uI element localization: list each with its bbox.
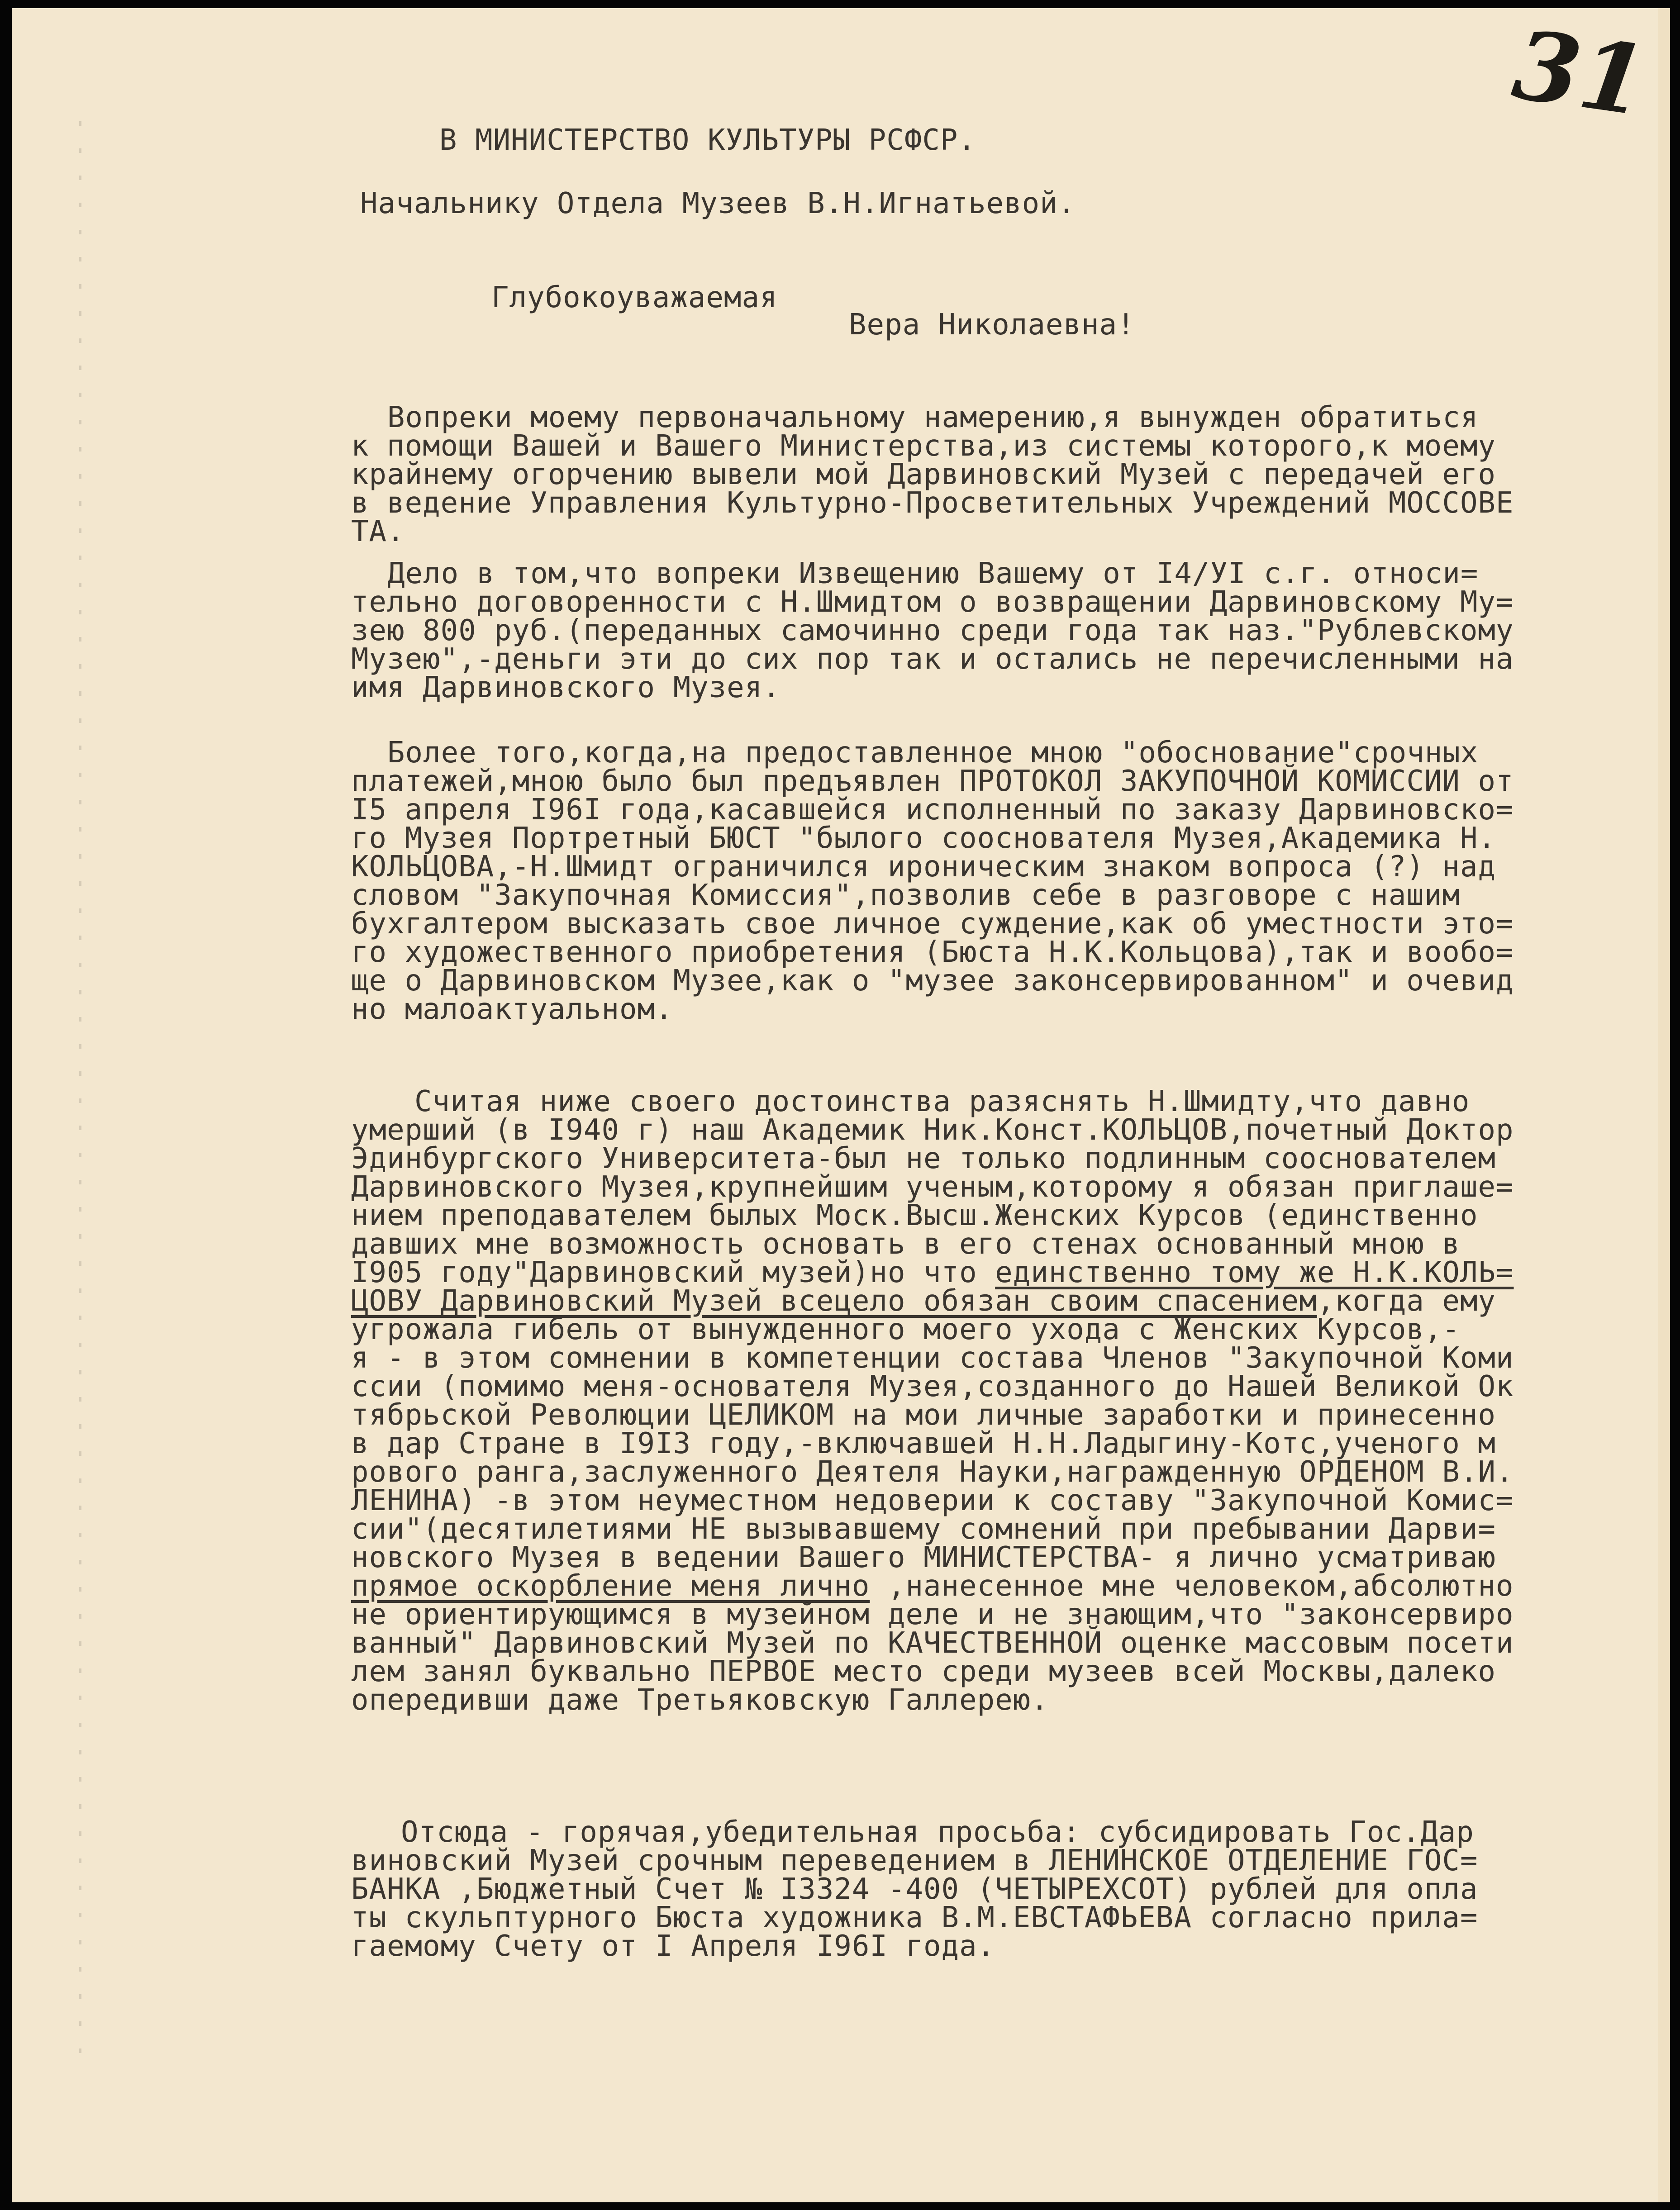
text-line: угрожала гибель от вынужденного моего ухода с Женских Курсов,-	[351, 1313, 1460, 1346]
text-line: имя Дарвиновского Музея.	[351, 671, 781, 704]
text-line: го художественного приобретения (Бюста Н.К.Кольцова),так и вообо=	[351, 936, 1514, 969]
document-sheet	[12, 8, 1670, 2202]
text-line: ссии (помимо меня-основателя Музея,созданного до Нашей Великой Ок	[351, 1370, 1514, 1403]
text-line: го Музея Портретный БЮСТ "былого сооснователя Музея,Академика Н.	[351, 822, 1496, 855]
text-line: БАНКА ,Бюджетный Счет № I3324 -400 (ЧЕТЫРЕХСОТ) рублей для опла	[351, 1873, 1478, 1906]
underlined-text: единственно тому же Н.К.КОЛЬ=	[995, 1256, 1514, 1289]
text-line: новского Музея в ведении Вашего МИНИСТЕРСТВА- я лично усматриваю	[351, 1541, 1496, 1574]
text-line: Вопреки моему первоначальному намерению,я вынужден обратиться	[387, 401, 1479, 434]
text-line: Считая ниже своего достоинства разяснять Н.Шмидту,что давно	[414, 1085, 1470, 1118]
text-line: крайнему огорчению вывели мой Дарвиновский Музей с передачей его	[351, 458, 1496, 491]
text-line: гаемому Счету от I Апреля I96I года.	[351, 1930, 995, 1963]
text-line: я - в этом сомнении в компетенции состава Членов "Закупочной Коми	[351, 1341, 1514, 1375]
text-line: платежей,мною было был предъявлен ПРОТОКОЛ ЗАКУПОЧНОЙ КОМИССИИ от	[351, 765, 1514, 798]
binding-holes	[79, 121, 81, 2067]
text-line: бухгалтером высказать свое личное суждение,как об уместности это=	[351, 907, 1514, 941]
text-line: в ведение Управления Культурно-Просветительных Учреждений МОССОВЕ	[351, 486, 1514, 520]
text-line: не ориентирующимся в музейном деле и не знающим,что "законсервиро	[351, 1598, 1514, 1631]
text-segment: ,нанесенное мне человеком,абсолютно	[870, 1569, 1514, 1603]
text-line	[351, 1569, 1514, 1603]
text-line	[351, 1284, 1496, 1318]
text-line: тябрьской Революции ЦЕЛИКОМ на мои личные заработки и принесенно	[351, 1398, 1496, 1432]
text-line: но малоактуальном.	[351, 993, 673, 1026]
text-line: Отсюда - горячая,убедительная просьба: субсидировать Гос.Дар	[401, 1816, 1474, 1849]
text-line: к помощи Вашей и Вашего Министерства,из системы которого,к моему	[351, 429, 1496, 463]
text-line: рового ранга,заслуженного Деятеля Науки,награжденную ОРДЕНОМ В.И.	[351, 1455, 1514, 1489]
text-line: ТА.	[351, 515, 405, 548]
text-line: нием преподавателем былых Моск.Высш.Женских Курсов (единственно	[351, 1199, 1478, 1232]
text-line: зею 800 руб.(переданных самочинно среди года так наз."Рублевскому	[351, 614, 1514, 647]
text-line: Музею",-деньги эти до сих пор так и остались не перечисленными на	[351, 642, 1514, 676]
text-line: Более того,когда,на предоставленное мною "обоснование"срочных	[387, 736, 1479, 770]
folio-number: 31	[1507, 8, 1654, 138]
underlined-text: ЦОВУ Дарвиновский Музей всецело обязан своим спасением	[351, 1284, 1317, 1318]
salutation-line-2: Вера Николаевна!	[849, 308, 1135, 342]
text-line: КОЛЬЦОВА,-Н.Шмидт ограничился ироническим знаком вопроса (?) над	[351, 850, 1496, 884]
text-segment: I905 году"Дарвиновский музей)но что	[351, 1256, 995, 1289]
text-line: давших мне возможность основать в его стенах основанный мною в	[351, 1227, 1460, 1261]
text-line: Дарвиновского Музея,крупнейшим ученым,которому я обязан приглаше=	[351, 1170, 1514, 1204]
addressee-ministry: В МИНИСТЕРСТВО КУЛЬТУРЫ РСФСР.	[439, 124, 976, 157]
salutation-line-1: Глубокоуважаемая	[491, 281, 778, 314]
text-line: умерший (в I940 г) наш Академик Ник.Конст.КОЛЬЦОВ,почетный Доктор	[351, 1113, 1514, 1147]
text-line: в дар Стране в I9I3 году,-включавшей Н.Н.Ладыгину-Котс,ученого м	[351, 1427, 1496, 1460]
text-line: сии"(десятилетиями НЕ вызывавшему сомнений при пребывании Дарви=	[351, 1512, 1496, 1546]
text-line: Дело в том,что вопреки Извещению Вашему от I4/УI с.г. относи=	[387, 557, 1479, 590]
text-line: словом "Закупочная Комиссия",позволив себе в разговоре с нашим	[351, 879, 1460, 912]
text-line: лем занял буквально ПЕРВОЕ место среди музеев всей Москвы,далеко	[351, 1655, 1496, 1688]
underlined-text: прямое оскорбление меня лично	[351, 1569, 870, 1603]
text-line: I5 апреля I96I года,касавшейся исполненный по заказу Дарвиновско=	[351, 793, 1514, 827]
text-line: ще о Дарвиновском Музее,как о "музее законсервированном" и очевид	[351, 964, 1514, 998]
text-segment: ,когда ему	[1317, 1284, 1496, 1318]
text-line: тельно договоренности с Н.Шмидтом о возвращении Дарвиновскому Му=	[351, 585, 1514, 619]
text-line	[351, 1258, 1514, 1287]
text-line: ванный" Дарвиновский Музей по КАЧЕСТВЕННОЙ оценке массовым посети	[351, 1626, 1514, 1660]
text-line: ты скульптурного Бюста художника В.М.ЕВСТАФЬЕВА согласно прила=	[351, 1901, 1478, 1934]
text-line: виновский Музей срочным переведением в ЛЕНИНСКОЕ ОТДЕЛЕНИЕ ГОС=	[351, 1844, 1478, 1877]
addressee-person: Начальнику Отдела Музеев В.Н.Игнатьевой.	[360, 187, 1076, 220]
text-line: Эдинбургского Университета-был не только подлинным сооснователем	[351, 1142, 1496, 1175]
text-line: опередивши даже Третьяковскую Галлерею.	[351, 1683, 1049, 1717]
text-line: ЛЕНИНА) -в этом неуместном недоверии к составу "Закупочной Комис=	[351, 1484, 1514, 1517]
